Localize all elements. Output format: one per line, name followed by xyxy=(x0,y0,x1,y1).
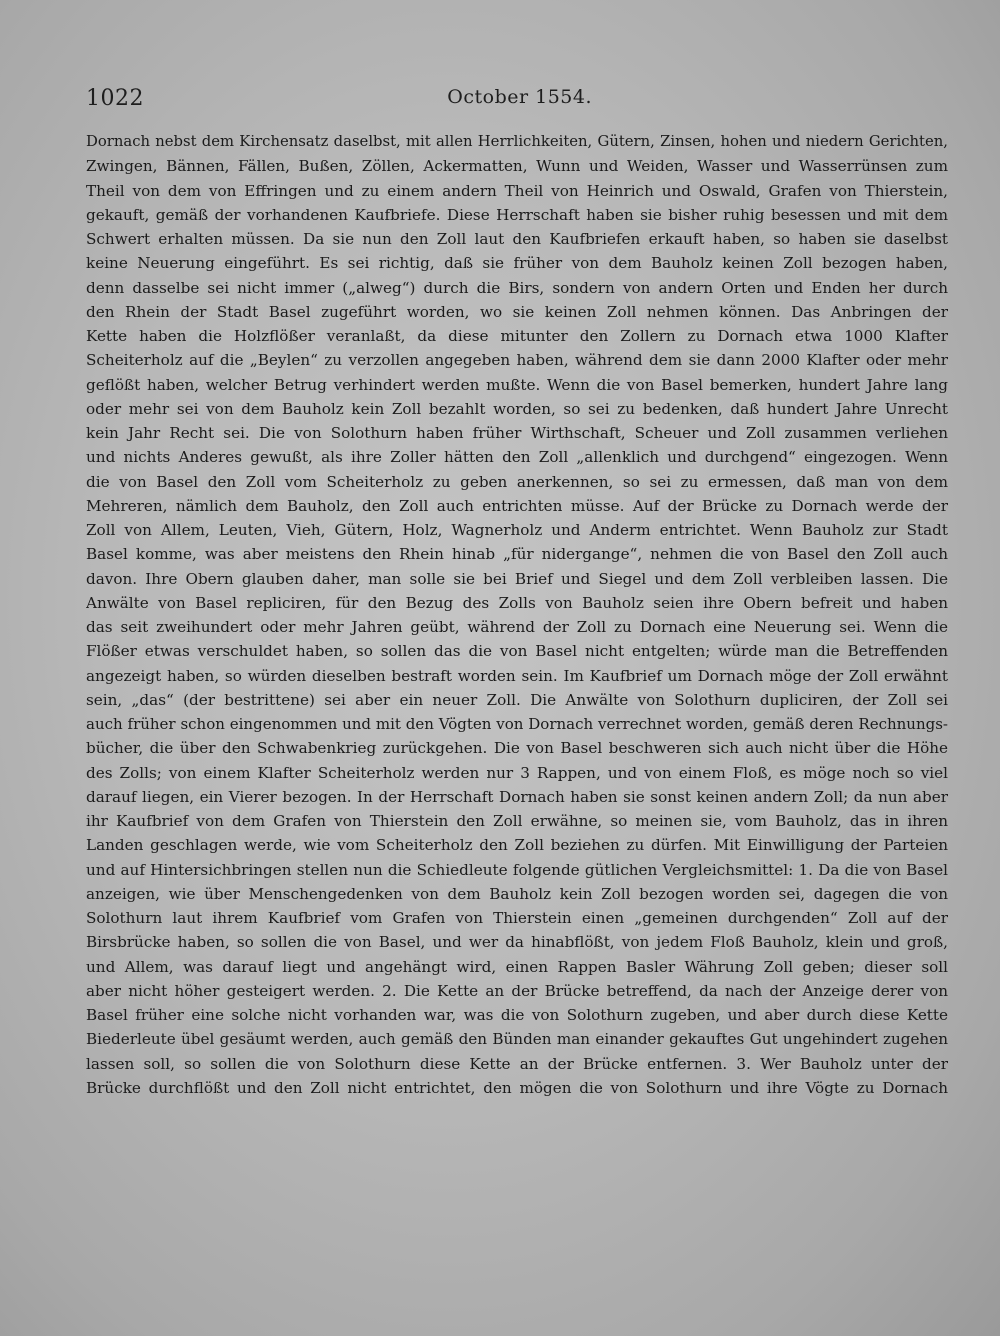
text-line: Zwingen, Bännen, Fällen, Bußen, Zöllen, Ackermatten, Wunn und Weiden, Wasser und Wasserrünsen zum xyxy=(86,157,948,176)
text-line: lassen soll, so sollen die von Solothurn diese Kette an der Brücke entfernen. 3. Wer Bauholz unter der xyxy=(86,1054,948,1073)
text-line: Birsbrücke haben, so sollen die von Basel, und wer da hinabflößt, von jedem Floß Bauholz, klein und groß, xyxy=(86,933,948,952)
text-line: Mehreren, nämlich dem Bauholz, den Zoll auch entrichten müsse. Auf der Brücke zu Dornach werde der xyxy=(86,496,948,515)
page-header xyxy=(86,86,592,118)
text-line: anzeigen, wie über Menschengedenken von dem Bauholz kein Zoll bezogen worden sei, dagegen die von xyxy=(86,884,948,903)
text-line: kein Jahr Recht sei. Die von Solothurn haben früher Wirthschaft, Scheuer und Zoll zusammen verliehen xyxy=(86,424,948,442)
text-line: auch früher schon eingenommen und mit den Vögten von Dornach verrechnet worden, gemäß deren Rechnungs- xyxy=(86,715,948,733)
running-head: October 1554. xyxy=(447,86,592,108)
text-line: des Zolls; von einem Klafter Scheiterholz werden nur 3 Rappen, und von einem Floß, es möge noch so viel xyxy=(86,763,948,782)
text-line: denn dasselbe sei nicht immer („alweg“) durch die Birs, sondern von andern Orten und Enden her durch xyxy=(86,278,948,297)
text-line: oder mehr sei von dem Bauholz kein Zoll bezahlt worden, so sei zu bedenken, daß hundert Jahre Unrecht xyxy=(86,399,948,418)
text-line: aber nicht höher gesteigert werden. 2. Die Kette an der Brücke betreffend, da nach der Anzeige derer von xyxy=(86,981,948,1000)
text-line: Biederleute übel gesäumt werden, auch gemäß den Bünden man einander gekauftes Gut ungehindert zugehen xyxy=(86,1030,948,1049)
text-line: Brücke durchflößt und den Zoll nicht entrichtet, den mögen die von Solothurn und ihre Vögte zu Dornach xyxy=(86,1078,948,1097)
text-line: Basel früher eine solche nicht vorhanden war, was die von Solothurn zugeben, und aber durch diese Kette xyxy=(86,1006,948,1024)
page-number: 1022 xyxy=(86,86,144,111)
text-line: davon. Ihre Obern glauben daher, man solle sie bei Brief und Siegel und dem Zoll verbleiben lassen. Die xyxy=(86,569,948,588)
text-line: und nichts Anderes gewußt, als ihre Zoller hätten den Zoll „allenklich und durchgend“ eingezogen. Wenn xyxy=(86,448,948,467)
text-line: sein, „das“ (der bestrittene) sei aber ein neuer Zoll. Die Anwälte von Solothurn dupliciren, der Zoll sei xyxy=(86,690,948,709)
text-line: Schwert erhalten müssen. Da sie nun den Zoll laut den Kaufbriefen erkauft haben, so haben sie daselbst xyxy=(86,230,948,248)
text-line: und Allem, was darauf liegt und angehängt wird, einen Rappen Basler Währung Zoll geben; dieser soll xyxy=(86,957,948,976)
text-line: angezeigt haben, so würden dieselben bestraft worden sein. Im Kaufbrief um Dornach möge der Zoll erwähnt xyxy=(86,666,948,685)
body-text xyxy=(86,130,948,1100)
text-line: Scheiterholz auf die „Beylen“ zu verzollen angegeben haben, während dem sie dann 2000 Klafter oder mehr xyxy=(86,351,948,370)
text-line: ihr Kaufbrief von dem Grafen von Thierstein den Zoll erwähne, so meinen sie, vom Bauholz, das in ihren xyxy=(86,812,948,830)
text-line: und auf Hintersichbringen stellen nun die Schiedleute folgende gütlichen Vergleichsmittel: 1. Da die von Basel xyxy=(86,860,948,879)
text-line: Landen geschlagen werde, wie vom Scheiterholz den Zoll beziehen zu dürfen. Mit Einwilligung der Parteien xyxy=(86,836,948,855)
text-line: darauf liegen, ein Vierer bezogen. In der Herrschaft Dornach haben sie sonst keinen andern Zoll; da nun aber xyxy=(86,787,948,806)
text-line: Dornach nebst dem Kirchensatz daselbst, mit allen Herrlichkeiten, Gütern, Zinsen, hohen und niedern Gerichten, xyxy=(86,133,948,150)
text-line: keine Neuerung eingeführt. Es sei richtig, daß sie früher von dem Bauholz keinen Zoll bezogen haben, xyxy=(86,254,948,273)
text-line: Kette haben die Holzflößer veranlaßt, da diese mitunter den Zollern zu Dornach etwa 1000 Klafter xyxy=(86,327,948,345)
text-line: geflößt haben, welcher Betrug verhindert werden mußte. Wenn die von Basel bemerken, hundert Jahre lang xyxy=(86,375,948,394)
text-line: Theil von dem von Effringen und zu einem andern Theil von Heinrich und Oswald, Grafen von Thierstein, xyxy=(86,181,948,200)
text-line: Flößer etwas verschuldet haben, so sollen das die von Basel nicht entgelten; würde man die Betreffenden xyxy=(86,642,948,661)
text-line: die von Basel den Zoll vom Scheiterholz zu geben anerkennen, so sei zu ermessen, daß man von dem xyxy=(86,472,948,491)
text-line: bücher, die über den Schwabenkrieg zurückgehen. Die von Basel beschweren sich auch nicht über die Höhe xyxy=(86,739,948,758)
text-line: gekauft, gemäß der vorhandenen Kaufbriefe. Diese Herrschaft haben sie bisher ruhig besessen und mit dem xyxy=(86,205,948,224)
text-line: Basel komme, was aber meistens den Rhein hinab „für nidergange“, nehmen die von Basel den Zoll auch xyxy=(86,545,948,564)
text-line: das seit zweihundert oder mehr Jahren geübt, während der Zoll zu Dornach eine Neuerung sei. Wenn die xyxy=(86,618,948,636)
text-line: Zoll von Allem, Leuten, Vieh, Gütern, Holz, Wagnerholz und Anderm entrichtet. Wenn Bauholz zur Stadt xyxy=(86,521,948,539)
text-line: den Rhein der Stadt Basel zugeführt worden, wo sie keinen Zoll nehmen können. Das Anbringen der xyxy=(86,302,948,321)
text-line: Anwälte von Basel repliciren, für den Bezug des Zolls von Bauholz seien ihre Obern befreit und haben xyxy=(86,593,948,612)
text-line: Solothurn laut ihrem Kaufbrief vom Grafen von Thierstein einen „gemeinen durchgenden“ Zoll auf der xyxy=(86,909,948,927)
